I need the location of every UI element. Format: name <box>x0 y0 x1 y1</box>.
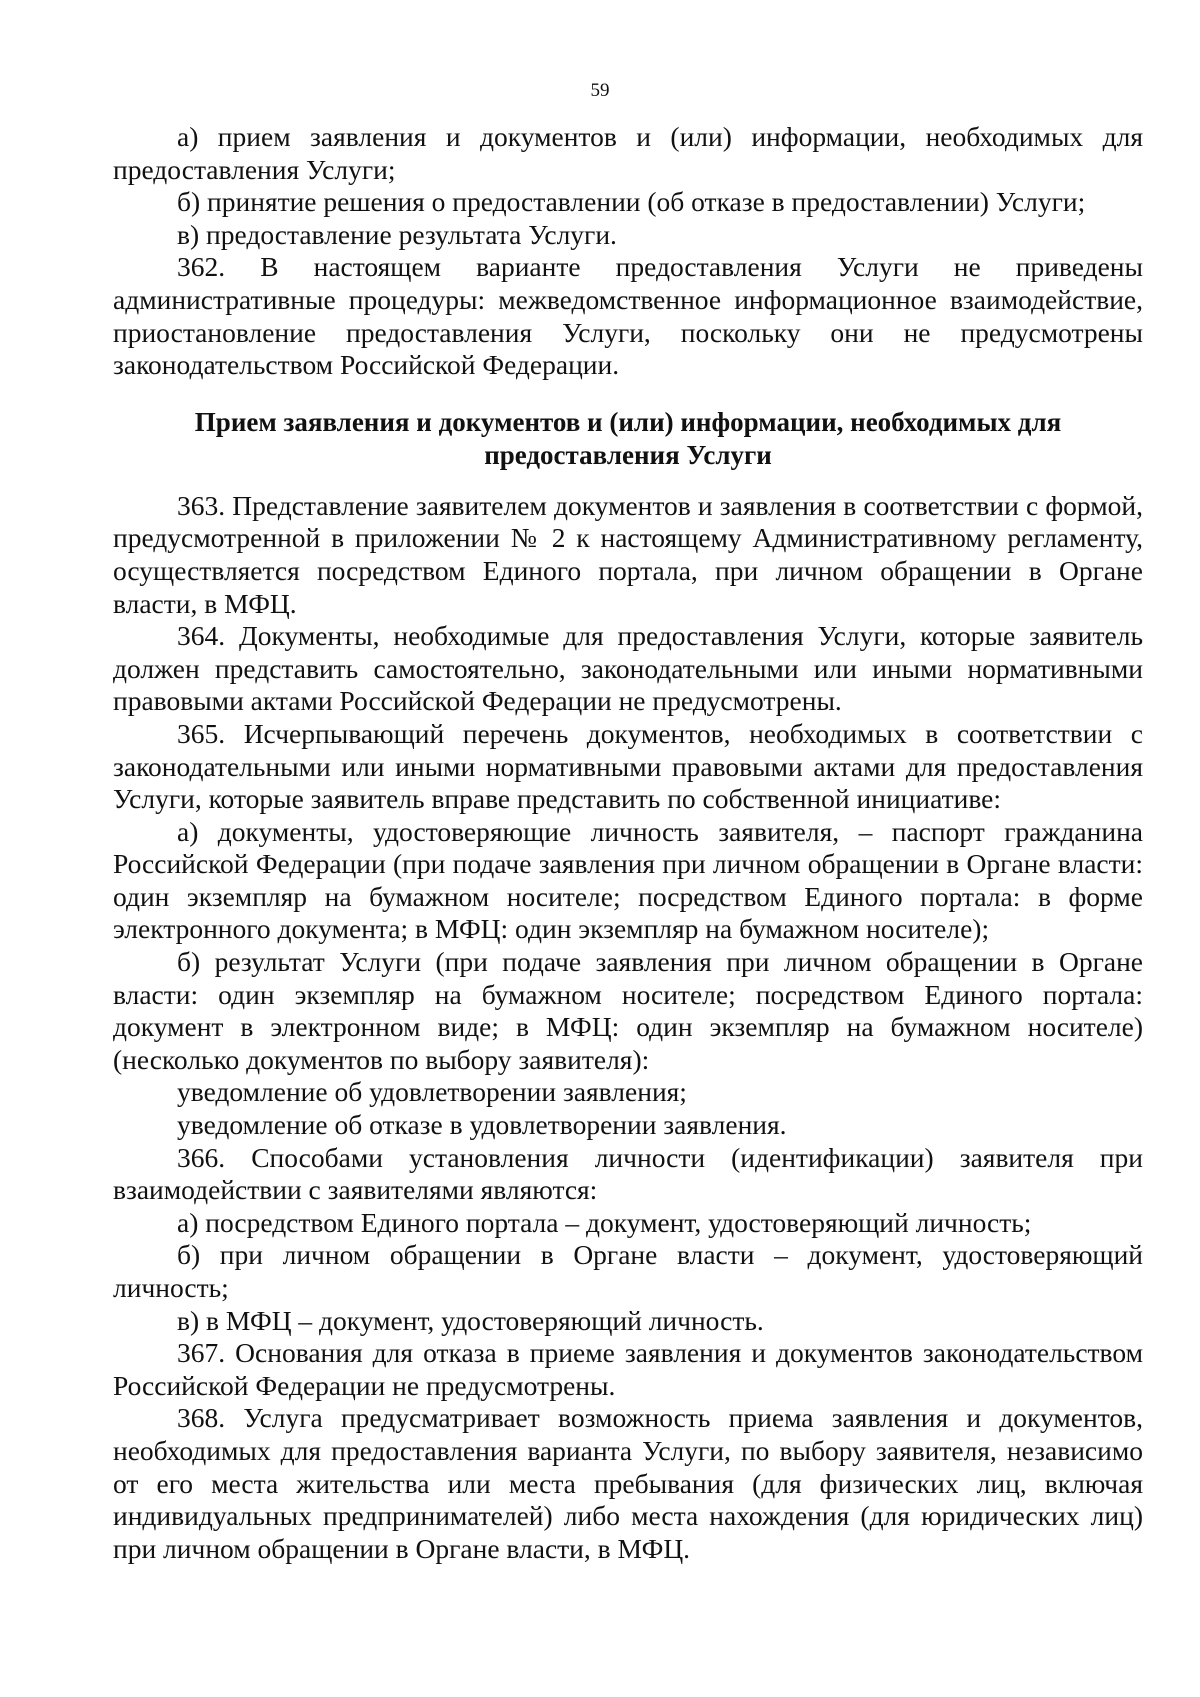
paragraph: 364. Документы, необходимые для предоставления Услуги, которые заявитель должен представить самостоятельно, законодательными или иными нормативными правовыми актами Российской Федерации не предусмотрены. <box>113 620 1143 717</box>
paragraph: 366. Способами установления личности (идентификации) заявителя при взаимодействии с заявителями являются: <box>113 1141 1143 1206</box>
paragraph: 367. Основания для отказа в приеме заявления и документов законодательством Российской Федерации не предусмотрены. <box>113 1337 1143 1401</box>
paragraph: а) документы, удостоверяющие личность заявителя, – паспорт гражданина Российской Федерации (при подаче заявления при личном обращении в Органе власти: один экземпляр на бумажном носителе; посредством Единого портала: в форме электронного документа; в МФЦ: один экземпляр на бумажном носителе); <box>113 815 1143 945</box>
paragraph: б) при личном обращении в Органе власти – документ, удостоверяющий личность; <box>113 1239 1143 1303</box>
section-heading: Прием заявления и документов и (или) информации, необходимых для предоставления Услуги <box>194 406 1062 470</box>
paragraph: в) предоставление результата Услуги. <box>177 218 617 250</box>
paragraph: а) прием заявления и документов и (или) информации, необходимых для предоставления Услуги; <box>113 121 1143 185</box>
paragraph: а) посредством Единого портала – документ, удостоверяющий личность; <box>177 1206 1032 1238</box>
page-number: 59 <box>590 80 610 101</box>
paragraph: 368. Услуга предусматривает возможность приема заявления и документов, необходимых для предоставления варианта Услуги, по выбору заявителя, независимо от его места жительства или места пребывания (для физических лиц, включая индивидуальных предпринимателей) либо места нахождения (для юридических лиц) при личном обращении в Органе власти, в МФЦ. <box>113 1402 1143 1564</box>
paragraph: уведомление об отказе в удовлетворении заявления. <box>177 1109 787 1141</box>
paragraph: 363. Представление заявителем документов и заявления в соответствии с формой, предусмотренной в приложении № 2 к настоящему Административному регламенту, осуществляется посредством Единого портала, при личном обращении в Органе власти, в МФЦ. <box>113 489 1143 619</box>
paragraph: 365. Исчерпывающий перечень документов, необходимых в соответствии с законодательными или иными нормативными правовыми актами для предоставления Услуги, которые заявитель вправе представить по собственной инициативе: <box>113 717 1143 815</box>
document-body <box>113 121 1143 1565</box>
paragraph: 362. В настоящем варианте предоставления Услуги не приведены административные процедуры: межведомственное информационное взаимодействие, приостановление предоставления Услуги, поскольку они не предусмотрены законодательством Российской Федерации. <box>113 251 1143 381</box>
paragraph: уведомление об удовлетворении заявления; <box>177 1076 687 1108</box>
paragraph: в) в МФЦ – документ, удостоверяющий личность. <box>177 1304 764 1336</box>
paragraph: б) принятие решения о предоставлении (об отказе в предоставлении) Услуги; <box>177 186 1086 218</box>
paragraph: б) результат Услуги (при подаче заявления при личном обращении в Органе власти: один экземпляр на бумажном носителе; посредством Единого портала: документ в электронном виде; в МФЦ: один экземпляр на бумажном носителе) (несколько документов по выбору заявителя): <box>113 946 1143 1075</box>
